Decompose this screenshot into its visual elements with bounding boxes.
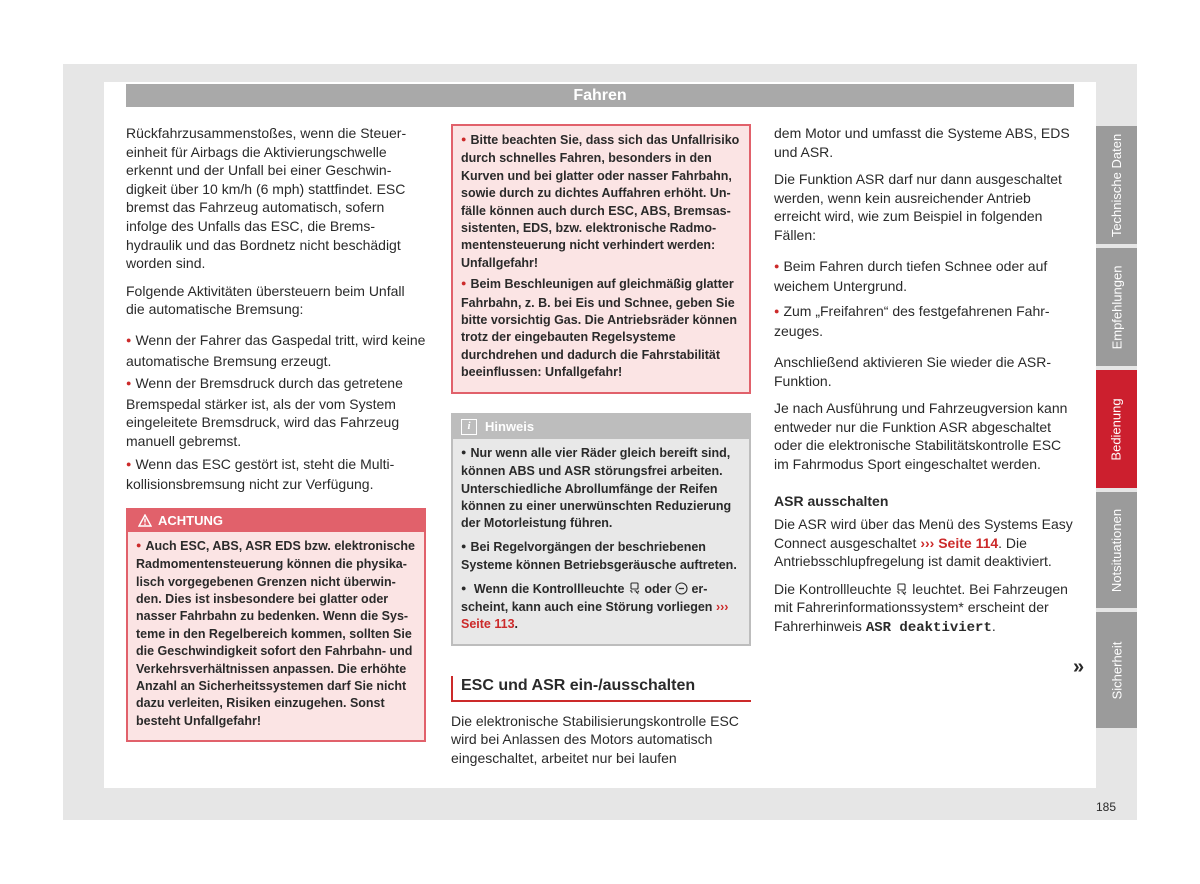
tab-technische-daten[interactable]: [1096, 126, 1137, 244]
list-item: ● Wenn der Fahrer das Gaspedal tritt, wird keine automatische Bremsung erzeugt.: [126, 331, 426, 370]
paragraph: Die elektronische Stabilisierungskontrolle ESC wird bei Anlassen des Motors automatisch eingeschaltet, arbeitet nur bei laufen: [451, 712, 739, 766]
page-link-marker[interactable]: ›››: [715, 599, 729, 614]
column-middle: [451, 124, 751, 777]
note-text: Wenn die Kontrollleuchte: [473, 581, 625, 596]
note-box: [451, 413, 751, 646]
note-bullet: [461, 581, 741, 634]
section-title: ESC und ASR ein-/ausschalten: [451, 676, 751, 702]
continue-arrow-icon: »: [1073, 656, 1085, 678]
warning-bullet: ● Bitte beachten Sie, dass sich das Unfallrisiko durch schnelles Fahren, besonders in den Kurven und bei glatter oder nasser Fahrbahn, sowie durch zu dichtes Auffahren erhöht. Unfälle können auch durch ESC, ABS, Bremsassistenten, EDS, bzw. elektronische Radmomentensteuerung nicht verhindert werden: Unfallgefahr!: [461, 132, 741, 272]
list-item: ● Wenn der Bremsdruck durch das getretene Bremspedal stärker ist, als der vom System eingeleitete Bremsdruck, wird das Fahrzeug manuell gebremst.: [126, 374, 426, 450]
list-item: ● Wenn das ESC gestört ist, steht die Multikollisionsbremsung nicht zur Verfügung.: [126, 455, 426, 494]
page-link-114[interactable]: Seite 114: [938, 534, 999, 551]
punctuation: .: [514, 617, 518, 632]
paragraph: [774, 515, 1074, 571]
page-number: 185: [1096, 800, 1117, 814]
page-link-marker[interactable]: ›››: [920, 534, 935, 551]
paragraph: dem Motor und umfasst die Systeme ABS, EDS und ASR.: [774, 125, 1070, 160]
warning-body: [128, 532, 424, 740]
paragraph: Anschließend aktivieren Sie wieder die ASR-Funktion.: [774, 353, 1052, 389]
note-header: [453, 415, 749, 439]
paragraph-text: Die ASR wird über das Menü des Systems Easy Connect ausgeschaltet: [774, 516, 1073, 551]
subheading: ASR ausschalten: [774, 492, 889, 509]
warning-triangle-icon: [138, 514, 152, 527]
note-title: Hinweis: [485, 418, 535, 434]
note-bullet: ● Nur wenn alle vier Räder gleich bereift sind, können ABS und ASR störungsfrei arbeiten. Unterschiedliche Abrollumfänge der Reifen können zu einer unerwünschten Reduzierung der Motorleistung führen.: [461, 445, 741, 533]
note-body: [453, 439, 749, 644]
punctuation: .: [991, 618, 996, 635]
paragraph-text: Die Kontrollleuchte: [774, 580, 892, 597]
paragraph: [774, 580, 1074, 638]
warning-box-continued: [451, 124, 751, 394]
note-text: erscheint, kann auch eine Störung vorliegen: [461, 581, 713, 614]
paragraph: Folgende Aktivitäten übersteuern beim Unfall die automatische Bremsung:: [126, 282, 405, 318]
info-icon: i: [461, 419, 477, 435]
bullet-list: [126, 331, 426, 494]
paragraph: Je nach Ausführung und Fahrzeugversion kann entweder nur die Funktion ASR abgeschaltet oder die elektronische Stabilitätskontrolle ESC im Fahrmodus Sport eingeschaltet werden.: [774, 400, 1068, 472]
traction-control-warning-icon: [895, 583, 908, 596]
paragraph-text: . Die Antriebsschlupfregelung ist damit deaktiviert.: [774, 534, 1052, 570]
paragraph: Die Funktion ASR darf nur dann ausgeschaltet werden, wenn kein ausreichender Antrieb erreicht wird, wie zum Beispiel in folgenden Fällen:: [774, 171, 1062, 243]
column-right: [774, 124, 1074, 647]
list-item: ● Beim Fahren durch tiefen Schnee oder auf weichem Untergrund.: [774, 257, 1074, 296]
bullet-list: [774, 257, 1074, 341]
tab-empfehlungen[interactable]: [1096, 248, 1137, 366]
warning-header: [128, 510, 424, 532]
list-item: ● Zum „Freifahren“ des festgefahrenen Fahrzeuges.: [774, 302, 1074, 341]
driver-message: ASR deaktiviert: [865, 620, 992, 637]
note-text: oder: [644, 581, 672, 596]
warning-box: [126, 508, 426, 742]
column-left: [126, 124, 426, 742]
warning-title: ACHTUNG: [158, 512, 223, 528]
tab-notsituationen[interactable]: [1096, 492, 1137, 608]
tab-label: Notsituationen: [1109, 508, 1124, 592]
page-link-113[interactable]: Seite 113: [461, 617, 515, 632]
note-bullet: ● Bei Regelvorgängen der beschriebenen Systeme können Betriebsgeräusche auftreten.: [461, 539, 741, 575]
chapter-header: Fahren: [126, 84, 1074, 107]
warning-text: ● Auch ESC, ABS, ASR EDS bzw. elektronische Radmomentensteuerung können die physikalisch vorgegebenen Grenzen nicht überwinden. Dies ist insbesondere bei glatter oder nasser Fahrbahn zu bedenken. Wenn die Systeme in den Regelbereich kommen, sollten Sie die Geschwindigkeit sofort den Fahrbahn- und Verkehrsverhältnissen anpassen. Die erhöhte Anzahl an Sicherheitssystemen darf Sie nicht dazu verleiten, Risiken einzugehen. Sonst besteht Unfallgefahr!: [136, 538, 416, 730]
tab-label: Bedienung: [1109, 397, 1125, 461]
tab-label: Sicherheit: [1109, 641, 1124, 699]
tab-sicherheit[interactable]: [1096, 612, 1137, 728]
traction-control-warning-icon: [628, 582, 641, 595]
paragraph-text: leuchtet. Bei Fahrzeugen mit Fahrerinformationssystem* erscheint der Fahrerhinweis: [774, 580, 1068, 635]
esc-off-icon: [675, 582, 688, 595]
warning-bullet: ● Beim Beschleunigen auf gleichmäßig glatter Fahrbahn, z. B. bei Eis und Schnee, geben Sie bitte vorsichtig Gas. Die Antriebsräder können trotz der eingebauten Regelsysteme durchdrehen und dadurch die Fahrstabilität beeinflussen: Unfallgefahr!: [461, 276, 741, 381]
tab-bedienung[interactable]: [1096, 370, 1137, 488]
tab-label: Technische Daten: [1109, 133, 1124, 237]
tab-label: Empfehlungen: [1109, 265, 1124, 349]
warning-body: [453, 126, 749, 392]
paragraph: Rückfahrzusammenstoßes, wenn die Steuereinheit für Airbags die Aktivierungschwelle erkennt und der Unfall bei einer Geschwindigkeit über 10 km/h (6 mph) stattfindet. ESC bremst das Fahrzeug automatisch, sofern infolge des Unfalls das ESC, die Bremshydraulik und das Bordnetz nicht beschädigt worden sind.: [126, 125, 407, 272]
